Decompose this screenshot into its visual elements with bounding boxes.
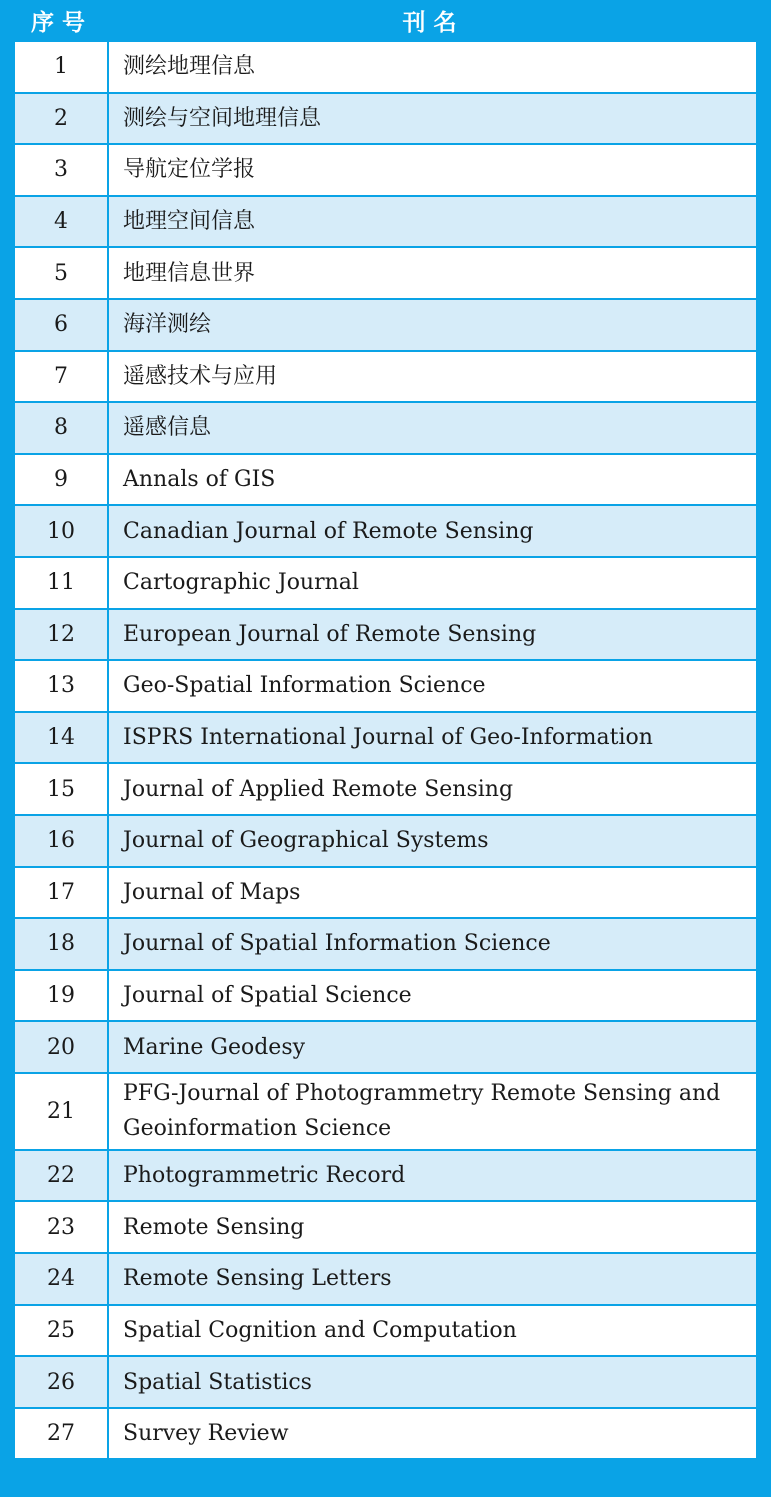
row-journal-name: Remote Sensing <box>123 1214 305 1240</box>
table-row <box>15 762 756 814</box>
row-journal-name: Cartographic Journal <box>123 570 359 596</box>
row-index: 1 <box>15 42 109 92</box>
row-journal-name: Spatial Cognition and Computation <box>123 1317 517 1343</box>
row-index: 10 <box>15 506 109 556</box>
row-index: 5 <box>15 248 109 298</box>
row-journal-name: Journal of Geographical Systems <box>123 828 489 854</box>
row-journal-name: Journal of Maps <box>123 879 301 905</box>
row-journal-name: Journal of Spatial Science <box>123 982 412 1008</box>
table-row <box>15 504 756 556</box>
row-index: 25 <box>15 1306 109 1356</box>
row-journal-name: Annals of GIS <box>123 467 276 493</box>
table-header <box>15 0 756 40</box>
row-journal-name: Remote Sensing Letters <box>123 1266 392 1292</box>
table-row <box>15 143 756 195</box>
row-journal-name: 测绘与空间地理信息 <box>123 105 322 131</box>
row-journal-name: Journal of Applied Remote Sensing <box>123 776 514 802</box>
row-journal-name: 导航定位学报 <box>123 157 256 183</box>
row-index: 13 <box>15 661 109 711</box>
table-row <box>15 350 756 402</box>
row-index: 16 <box>15 816 109 866</box>
table-row <box>15 1200 756 1252</box>
table-row <box>15 608 756 660</box>
row-index: 6 <box>15 300 109 350</box>
row-journal-name: Photogrammetric Record <box>123 1163 406 1189</box>
row-journal-name: 遥感技术与应用 <box>123 363 278 389</box>
row-journal-name: European Journal of Remote Sensing <box>123 621 537 647</box>
row-journal-name: Journal of Spatial Information Science <box>123 931 551 957</box>
row-journal-name: Spatial Statistics <box>123 1369 312 1395</box>
row-journal-name: Survey Review <box>123 1421 289 1447</box>
row-journal-name: Geo-Spatial Information Science <box>123 673 486 699</box>
table-row <box>15 866 756 918</box>
row-index: 2 <box>15 94 109 144</box>
row-journal-name: Marine Geodesy <box>123 1034 306 1060</box>
row-index: 11 <box>15 558 109 608</box>
table-row <box>15 1149 756 1201</box>
header-index: 序号 <box>31 9 93 36</box>
table-row <box>15 40 756 92</box>
table-row <box>15 298 756 350</box>
table-row <box>15 1304 756 1356</box>
table-row <box>15 1072 756 1149</box>
table-row <box>15 246 756 298</box>
table-row <box>15 1355 756 1407</box>
table-row <box>15 92 756 144</box>
row-index: 14 <box>15 713 109 763</box>
table-row <box>15 556 756 608</box>
table-row <box>15 1407 756 1459</box>
row-index: 4 <box>15 197 109 247</box>
row-index: 17 <box>15 868 109 918</box>
row-journal-name: PFG-Journal of Photogrammetry Remote Sensing and Geoinformation Science <box>123 1081 721 1142</box>
row-index: 9 <box>15 455 109 505</box>
row-index: 12 <box>15 610 109 660</box>
header-title: 刊名 <box>109 0 756 40</box>
table-row <box>15 195 756 247</box>
row-index: 24 <box>15 1254 109 1304</box>
row-index: 19 <box>15 971 109 1021</box>
table-row <box>15 1252 756 1304</box>
row-journal-name: ISPRS International Journal of Geo-Information <box>123 725 653 751</box>
table-row <box>15 711 756 763</box>
row-index: 22 <box>15 1151 109 1201</box>
table-row <box>15 659 756 711</box>
row-index: 26 <box>15 1357 109 1407</box>
row-index: 15 <box>15 764 109 814</box>
row-journal-name: 遥感信息 <box>123 415 212 441</box>
table-row <box>15 969 756 1021</box>
row-index: 20 <box>15 1022 109 1072</box>
row-journal-name: 海洋测绘 <box>123 312 212 338</box>
row-journal-name: 测绘地理信息 <box>123 54 256 80</box>
row-index: 18 <box>15 919 109 969</box>
row-index: 7 <box>15 352 109 402</box>
table-row <box>15 1020 756 1072</box>
row-index: 8 <box>15 403 109 453</box>
table-row <box>15 814 756 866</box>
row-journal-name: Canadian Journal of Remote Sensing <box>123 518 534 544</box>
table-row <box>15 917 756 969</box>
row-journal-name: 地理信息世界 <box>123 260 256 286</box>
journal-table <box>15 0 756 1458</box>
table-body <box>15 40 756 1458</box>
table-row <box>15 453 756 505</box>
row-index: 3 <box>15 145 109 195</box>
table-row <box>15 401 756 453</box>
row-index: 23 <box>15 1202 109 1252</box>
row-journal-name: 地理空间信息 <box>123 209 256 235</box>
row-index: 21 <box>15 1074 109 1149</box>
row-index: 27 <box>15 1409 109 1459</box>
